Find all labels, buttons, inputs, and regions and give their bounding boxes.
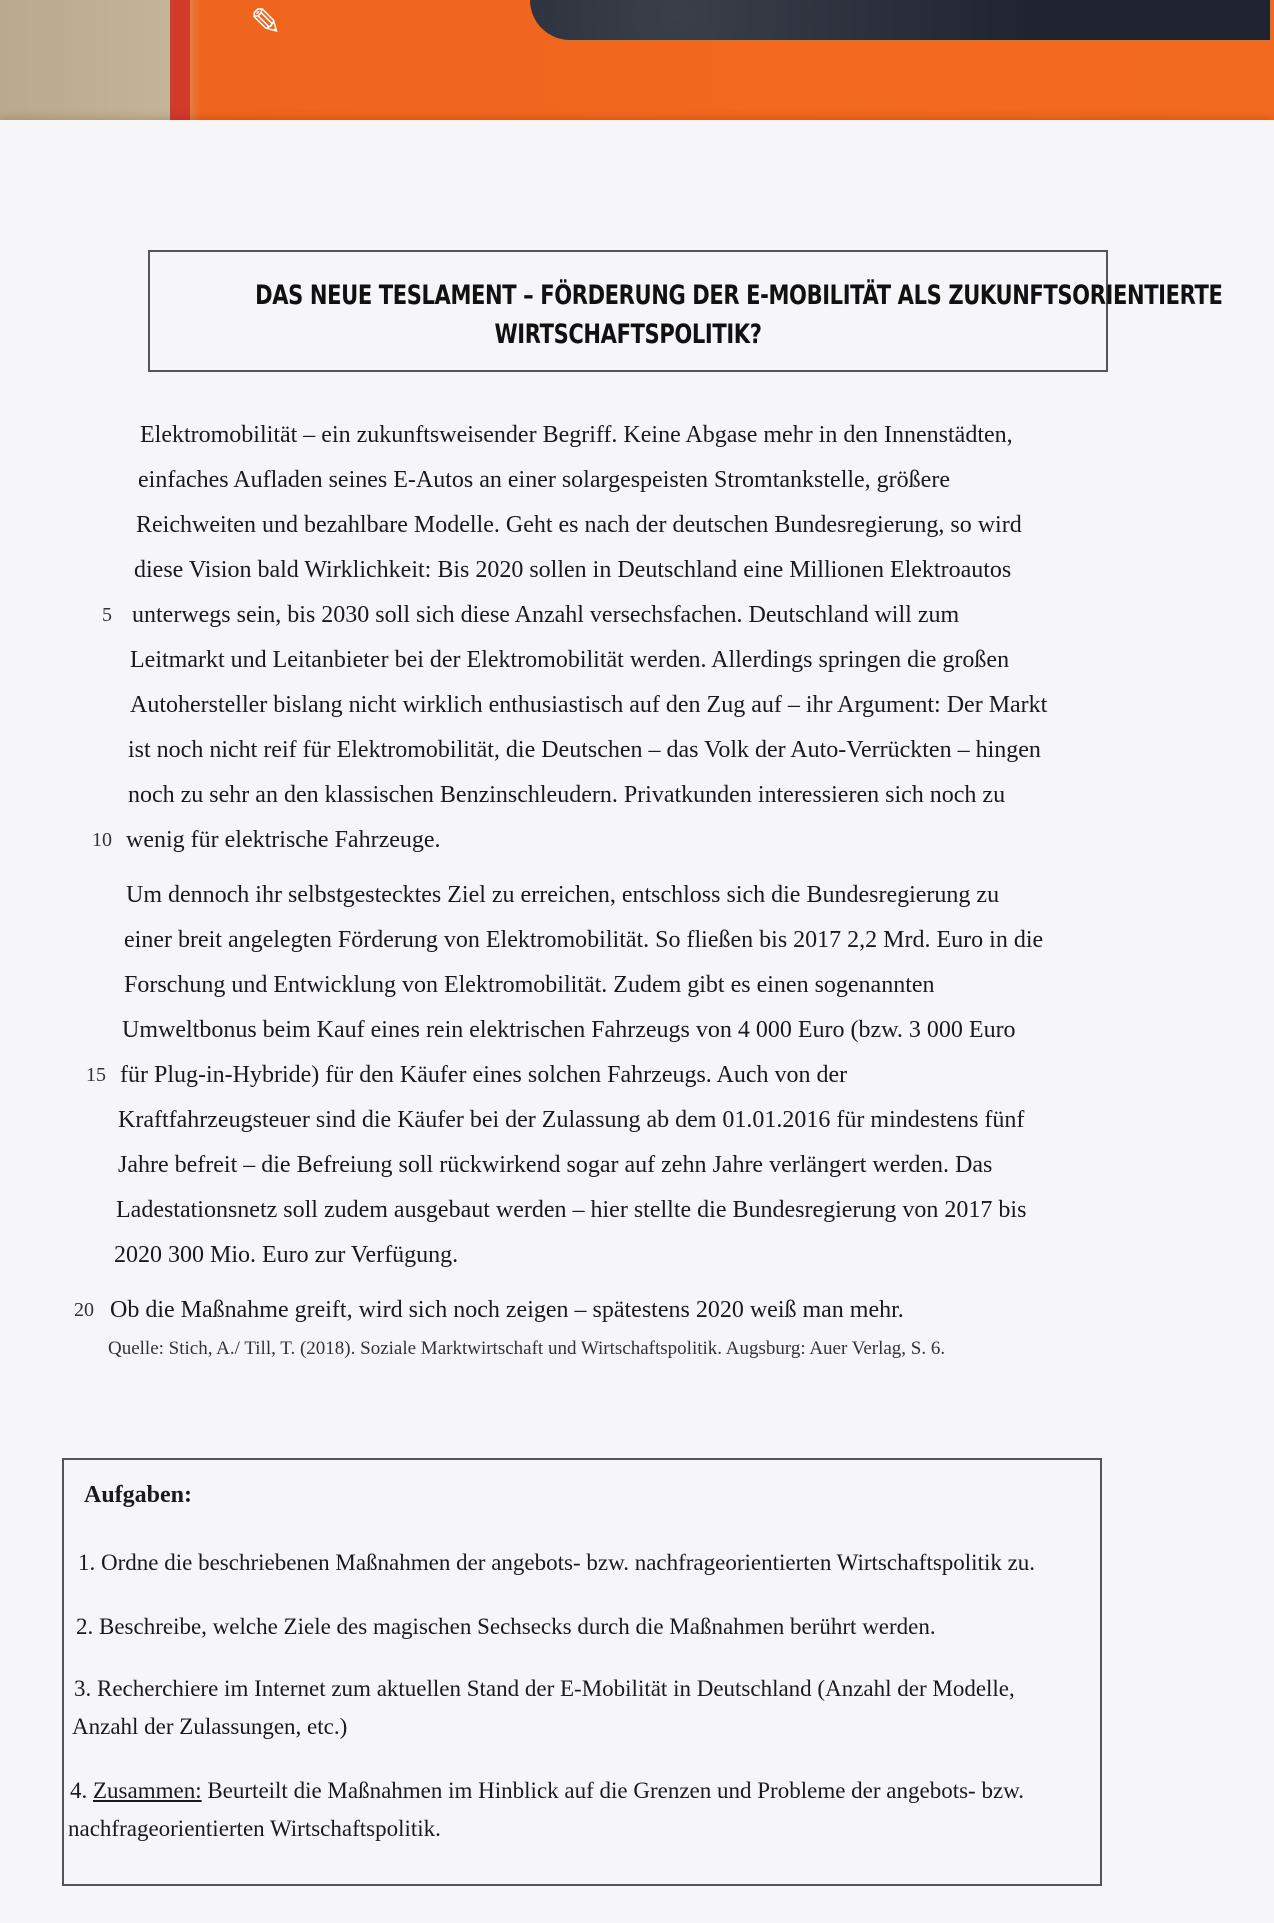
text-line: Forschung und Entwicklung von Elektromobilität. Zudem gibt es einen sogenannten: [124, 972, 935, 998]
text-line: für Plug-in-Hybride) für den Käufer eines solchen Fahrzeugs. Auch von der: [120, 1062, 848, 1088]
text-line: Jahre befreit – die Befreiung soll rückwirkend sogar auf zehn Jahre verlängert werden. Das: [118, 1152, 993, 1178]
task-4-label: Zusammen:: [93, 1778, 202, 1803]
red-folder-edge: [170, 0, 190, 130]
task-4-line-2: nachfrageorientierten Wirtschaftspolitik.: [68, 1816, 441, 1841]
pen-icon: ✎: [250, 0, 282, 44]
text-line: Um dennoch ihr selbstgestecktes Ziel zu erreichen, entschloss sich die Bundesregierung zu: [126, 882, 1000, 908]
task-4-number: 4.: [70, 1778, 88, 1803]
desk-background: [0, 0, 1274, 140]
text-line: ist noch nicht reif für Elektromobilität, die Deutschen – das Volk der Auto-Verrückten – hingen: [128, 737, 1041, 763]
task-4-text: Beurteilt die Maßnahmen im Hinblick auf die Grenzen und Probleme der angebots- bzw.: [207, 1778, 1025, 1803]
text-line: Reichweiten und bezahlbare Modelle. Geht es nach der deutschen Bundesregierung, so wird: [136, 512, 1022, 538]
worksheet-page: [0, 120, 1274, 1923]
text-line: Umweltbonus beim Kauf eines rein elektrischen Fahrzeugs von 4 000 Euro (bzw. 3 000 Euro: [122, 1017, 1016, 1043]
task-3-line-1: 3. Recherchiere im Internet zum aktuellen Stand der E-Mobilität in Deutschland (Anzahl der Modelle,: [74, 1676, 1015, 1701]
task-1: 1. Ordne die beschriebenen Maßnahmen der angebots- bzw. nachfrageorientierten Wirtschaftspolitik zu.: [78, 1550, 1036, 1575]
text-line: Leitmarkt und Leitanbieter bei der Elektromobilität werden. Allerdings springen die großen: [130, 647, 1010, 673]
paragraph-3: Ob die Maßnahme greift, wird sich noch zeigen – spätestens 2020 weiß man mehr.: [110, 1297, 904, 1323]
document-title-line-2: WIRTSCHAFTSPOLITIK?: [494, 319, 762, 350]
title-box: [148, 250, 1223, 372]
text-line: einer breit angelegten Förderung von Elektromobilität. So fließen bis 2017 2,2 Mrd. Euro in die: [124, 927, 1044, 953]
text-line: wenig für elektrische Fahrzeuge.: [126, 827, 441, 853]
text-line: Autohersteller bislang nicht wirklich enthusiastisch auf den Zug auf – ihr Argument: Der Markt: [130, 692, 1048, 718]
text-line: Elektromobilität – ein zukunftsweisender Begriff. Keine Abgase mehr in den Innenstädten,: [140, 422, 1013, 448]
text-line: Kraftfahrzeugsteuer sind die Käufer bei der Zulassung ab dem 01.01.2016 für mindestens fünf: [118, 1107, 1025, 1133]
text-line: diese Vision bald Wirklichkeit: Bis 2020 sollen in Deutschland eine Millionen Elektroautos: [134, 557, 1012, 583]
task-4-line-1: [70, 1772, 1024, 1810]
line-number-10: 10: [92, 829, 112, 851]
text-line: einfaches Aufladen seines E-Autos an einer solargespeisten Stromtankstelle, größere: [138, 467, 950, 493]
document-title-line-1: DAS NEUE TESLAMENT – FÖRDERUNG DER E-MOBILITÄT ALS ZUKUNFTSORIENTIERTE: [255, 280, 1223, 311]
task-2: 2. Beschreibe, welche Ziele des magischen Sechsecks durch die Maßnahmen berührt werden.: [76, 1614, 936, 1639]
tasks-box: [62, 1458, 1102, 1886]
line-number-15: 15: [86, 1064, 106, 1086]
source-citation: Quelle: Stich, A./ Till, T. (2018). Soziale Marktwirtschaft und Wirtschaftspolitik. Augsburg: Auer Verlag, S. 6.: [108, 1338, 946, 1359]
line-number-5: 5: [102, 604, 112, 626]
tasks-heading: Aufgaben:: [84, 1482, 193, 1508]
task-3-line-2: Anzahl der Zulassungen, etc.): [72, 1714, 348, 1739]
fabric-case: [530, 0, 1270, 40]
line-number-20: 20: [74, 1299, 94, 1321]
text-line: noch zu sehr an den klassischen Benzinschleudern. Privatkunden interessieren sich noch zu: [128, 782, 1006, 808]
text-line: 2020 300 Mio. Euro zur Verfügung.: [114, 1242, 459, 1268]
text-line: Ladestationsnetz soll zudem ausgebaut werden – hier stellte die Bundesregierung von 2017 bis: [116, 1197, 1027, 1223]
text-line: unterwegs sein, bis 2030 soll sich diese Anzahl versechsfachen. Deutschland will zum: [132, 602, 960, 628]
